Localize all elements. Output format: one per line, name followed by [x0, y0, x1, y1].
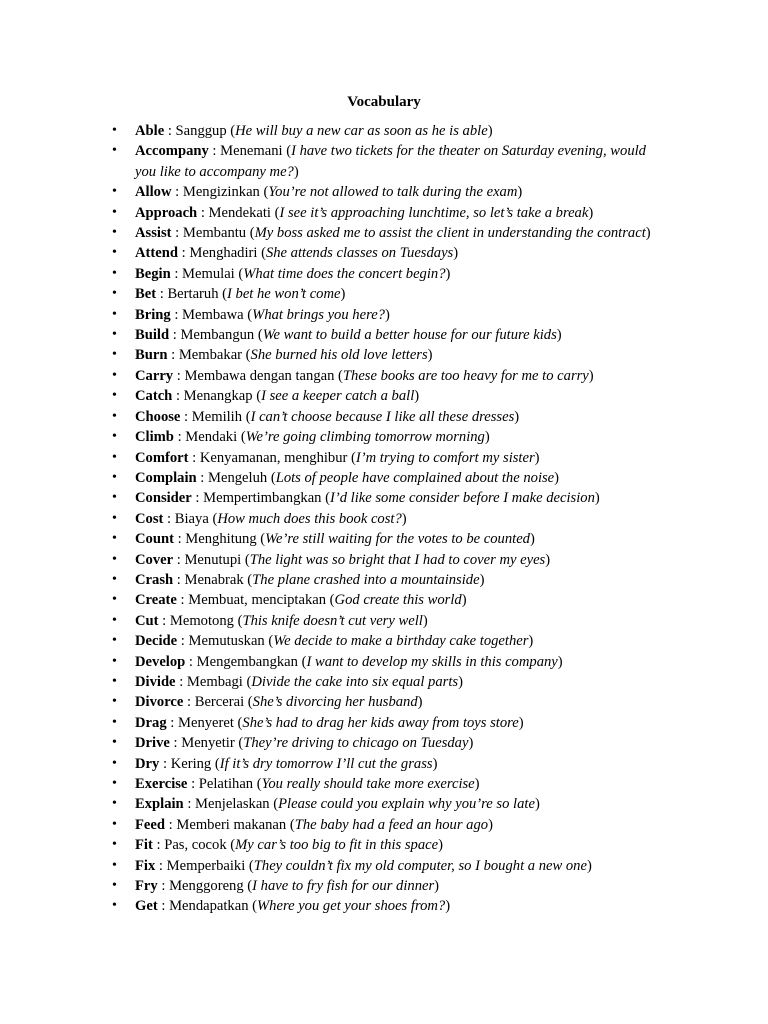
bullet-icon: • [112, 225, 117, 241]
vocab-entry: • Assist : Membantu (My boss asked me to assist the client in understanding the contract) [112, 223, 672, 243]
vocab-entry: • Dry : Kering (If it’s dry tomorrow I’ll cut the grass) [112, 754, 672, 774]
vocab-meaning: Menggoreng [169, 878, 244, 895]
vocab-term: Count [135, 531, 174, 548]
vocab-example: He will buy a new car as soon as he is able [235, 123, 488, 139]
vocab-entry: • Begin : Memulai (What time does the concert begin?) [112, 264, 672, 284]
vocab-meaning: Menutupi [184, 551, 242, 568]
vocab-example: I see it’s approaching lunchtime, so let’s take a break [279, 204, 589, 221]
bullet-icon: • [112, 612, 117, 628]
bullet-icon: • [112, 123, 117, 138]
vocab-term: Carry [135, 367, 174, 384]
vocab-entry: • Complain : Mengeluh (Lots of people have complained about the noise) [112, 468, 672, 488]
vocab-entry: • Feed : Memberi makanan (The baby had a feed an hour ago) [112, 815, 672, 835]
bullet-icon: • [112, 469, 117, 485]
vocab-meaning: Membawa dengan tangan [184, 367, 335, 384]
vocab-term: Develop [135, 653, 186, 670]
vocab-meaning: Menghadiri [189, 245, 258, 262]
vocab-meaning: Membawa [182, 306, 244, 323]
vocab-term: Attend [135, 245, 178, 262]
vocab-example: I’m trying to comfort my sister [355, 449, 535, 466]
vocab-meaning: Menyetir [181, 735, 235, 752]
vocab-entry: • Create : Membuat, menciptakan (God create this world) [112, 590, 672, 610]
vocab-example: The light was so bright that I had to cover my eyes [249, 551, 546, 568]
vocab-meaning: Mempertimbangkan [203, 490, 322, 507]
bullet-icon: • [112, 429, 117, 445]
vocab-entry: • Build : Membangun (We want to build a better house for our future kids) [112, 325, 672, 345]
vocab-example: We’re still waiting for the votes to be counted [265, 531, 530, 548]
bullet-icon: • [112, 245, 117, 261]
vocab-example: I bet he won’t come [227, 286, 341, 303]
bullet-icon: • [112, 776, 117, 791]
vocab-entry: • Drag : Menyeret (She’s had to drag her kids away from toys store) [112, 713, 672, 733]
vocab-example: They couldn’t fix my old computer, so I bought a new one [253, 857, 587, 874]
bullet-icon: • [112, 898, 117, 914]
bullet-icon: • [112, 878, 117, 894]
vocab-entry: • Able : Sanggup (He will buy a new car as soon as he is able) [112, 121, 672, 141]
vocab-entry: • Cover : Menutupi (The light was so bright that I had to cover my eyes) [112, 550, 672, 570]
vocab-entry: • Burn : Membakar (She burned his old love letters) [112, 345, 672, 365]
bullet-icon: • [112, 306, 117, 322]
vocab-example: This knife doesn’t cut very well [242, 612, 423, 629]
vocab-term: Assist [135, 225, 172, 242]
vocab-entry: • Get : Mendapatkan (Where you get your shoes from?) [112, 896, 672, 916]
vocab-meaning: Membuat, menciptakan [188, 592, 327, 609]
vocab-entry: • Allow : Mengizinkan (You’re not allowed to talk during the exam) [112, 182, 672, 202]
vocab-term: Build [135, 327, 170, 344]
vocab-term: Create [135, 592, 177, 609]
vocab-meaning: Bercerai [194, 694, 245, 711]
vocab-meaning: Mengizinkan [182, 184, 260, 201]
vocab-example: God create this world [334, 592, 462, 609]
vocab-meaning: Pelatihan [198, 776, 254, 792]
vocab-term: Cost [135, 510, 164, 527]
vocab-term: Divorce [135, 694, 184, 711]
vocab-entry: • Carry : Membawa dengan tangan (These books are too heavy for me to carry) [112, 366, 672, 386]
vocab-entry: • Develop : Mengembangkan (I want to develop my skills in this company) [112, 652, 672, 672]
vocab-term: Fix [135, 857, 156, 874]
vocab-meaning: Sanggup [175, 123, 227, 139]
vocab-example: We’re going climbing tomorrow morning [245, 429, 485, 446]
vocab-meaning: Memotong [169, 612, 234, 629]
bullet-icon: • [112, 531, 117, 547]
vocab-example: I can’t choose because I like all these dresses [250, 408, 515, 425]
vocab-term: Begin [135, 265, 171, 282]
bullet-icon: • [112, 347, 117, 363]
vocab-entry: • Exercise : Pelatihan (You really should take more exercise) [112, 774, 672, 794]
bullet-icon: • [112, 408, 117, 424]
bullet-icon: • [112, 265, 117, 281]
vocab-example: Please could you explain why you’re so late [278, 796, 535, 813]
vocab-term: Cut [135, 612, 159, 629]
bullet-icon: • [112, 327, 117, 343]
vocab-meaning: Membakar [178, 347, 243, 364]
vocab-example: Where you get your shoes from? [257, 898, 446, 915]
vocabulary-list [112, 121, 672, 917]
vocab-meaning: Memulai [182, 265, 235, 282]
vocab-entry: • Climb : Mendaki (We’re going climbing tomorrow morning) [112, 427, 672, 447]
vocab-entry: • Divide : Membagi (Divide the cake into six equal parts) [112, 672, 672, 692]
vocab-example: The plane crashed into a mountainside [252, 571, 480, 588]
vocab-term: Dry [135, 755, 160, 772]
vocab-entry: • Catch : Menangkap (I see a keeper catch a ball) [112, 386, 672, 406]
vocab-meaning: Memperbaiki [166, 857, 246, 874]
vocab-term: Get [135, 898, 158, 915]
bullet-icon: • [112, 510, 117, 526]
vocab-term: Fry [135, 878, 158, 895]
vocab-entry: • Fry : Menggoreng (I have to fry fish for our dinner) [112, 876, 672, 896]
bullet-icon: • [112, 367, 117, 383]
vocab-meaning: Memilih [191, 408, 243, 425]
vocab-example: She’s had to drag her kids away from toys store [242, 714, 519, 731]
vocab-meaning: Mendekati [208, 204, 271, 221]
bullet-icon: • [112, 714, 117, 730]
vocab-term: Complain [135, 469, 197, 486]
vocab-entry: • Decide : Memutuskan (We decide to make a birthday cake together) [112, 631, 672, 651]
vocab-example: Lots of people have complained about the noise [275, 469, 555, 486]
bullet-icon: • [112, 673, 117, 689]
bullet-icon: • [112, 816, 117, 832]
vocab-meaning: Pas, cocok [164, 837, 227, 854]
vocab-example: We decide to make a birthday cake together [273, 633, 529, 650]
vocab-term: Feed [135, 816, 165, 833]
vocab-term: Accompany [135, 143, 209, 160]
bullet-icon: • [112, 837, 117, 853]
bullet-icon: • [112, 796, 117, 812]
vocab-entry: • Bring : Membawa (What brings you here?) [112, 305, 672, 325]
vocab-example: I’d like some consider before I make decision [329, 490, 595, 507]
vocab-example: I see a keeper catch a ball [261, 388, 415, 405]
vocab-example: She burned his old love letters [250, 347, 428, 364]
vocab-term: Choose [135, 408, 181, 425]
vocab-term: Crash [135, 571, 174, 588]
vocab-term: Bet [135, 286, 157, 303]
vocab-entry: • Cost : Biaya (How much does this book cost?) [112, 509, 672, 529]
vocab-entry: • Comfort : Kenyamanan, menghibur (I’m trying to comfort my sister) [112, 448, 672, 468]
vocab-term: Drive [135, 735, 170, 752]
vocab-term: Comfort [135, 449, 189, 466]
bullet-icon: • [112, 735, 117, 751]
vocab-meaning: Memutuskan [188, 633, 265, 650]
page-title: Vocabulary [347, 94, 421, 110]
vocab-example: My car’s too big to fit in this space [235, 837, 439, 854]
vocab-meaning: Kering [170, 755, 212, 772]
vocab-term: Explain [135, 796, 184, 813]
vocab-meaning: Menjelaskan [195, 796, 270, 813]
vocab-entry: • Drive : Menyetir (They’re driving to chicago on Tuesday) [112, 733, 672, 753]
vocab-example: Divide the cake into six equal parts [251, 673, 459, 690]
vocab-example: You really should take more exercise [261, 776, 475, 792]
vocab-entry: • Count : Menghitung (We’re still waiting for the votes to be counted) [112, 529, 672, 549]
bullet-icon: • [112, 551, 117, 567]
vocab-term: Cover [135, 551, 174, 568]
vocab-meaning: Mendaki [185, 429, 238, 446]
vocab-entry: • Accompany : Menemani (I have two tickets for the theater on Saturday evening, would you like to accompany me?) [112, 143, 646, 180]
vocab-example: My boss asked me to assist the client in understanding the contract [254, 225, 646, 242]
vocab-entry: • Crash : Menabrak (The plane crashed into a mountainside) [112, 570, 672, 590]
vocab-term: Exercise [135, 776, 188, 792]
vocab-entry: • Cut : Memotong (This knife doesn’t cut very well) [112, 611, 672, 631]
vocab-meaning: Bertaruh [167, 286, 219, 303]
vocab-term: Climb [135, 429, 174, 446]
vocab-meaning: Menyeret [177, 714, 234, 731]
vocab-meaning: Membangun [180, 327, 255, 344]
vocab-meaning: Menemani [220, 143, 283, 160]
vocab-meaning: Membantu [182, 225, 247, 242]
vocab-example: I want to develop my skills in this company [306, 653, 558, 670]
vocab-example: I have to fry fish for our dinner [252, 878, 435, 895]
vocab-meaning: Menghitung [185, 531, 257, 548]
bullet-icon: • [112, 143, 117, 159]
vocab-entry: • Approach : Mendekati (I see it’s approaching lunchtime, so let’s take a break) [112, 203, 672, 223]
vocab-meaning: Biaya [174, 510, 209, 527]
vocab-term: Decide [135, 633, 178, 650]
vocab-entry: • Divorce : Bercerai (She’s divorcing her husband) [112, 692, 672, 712]
vocab-meaning: Membagi [186, 673, 243, 690]
vocab-entry: • Fit : Pas, cocok (My car’s too big to fit in this space) [112, 835, 672, 855]
vocab-meaning: Menangkap [183, 388, 253, 405]
vocab-example: If it’s dry tomorrow I’ll cut the grass [219, 755, 433, 772]
vocab-entry: • Choose : Memilih (I can’t choose because I like all these dresses) [112, 407, 672, 427]
vocab-term: Fit [135, 837, 153, 854]
bullet-icon: • [112, 857, 117, 873]
bullet-icon: • [112, 204, 117, 220]
vocab-example: How much does this book cost? [217, 510, 402, 527]
vocab-entry: • Bet : Bertaruh (I bet he won’t come) [112, 284, 672, 304]
vocab-term: Approach [135, 204, 198, 221]
bullet-icon: • [112, 633, 117, 649]
bullet-icon: • [112, 592, 117, 608]
vocab-term: Consider [135, 490, 192, 507]
vocab-meaning: Mengembangkan [196, 653, 298, 670]
vocab-term: Able [135, 123, 165, 139]
vocab-term: Drag [135, 714, 167, 731]
vocab-entry: • Attend : Menghadiri (She attends classes on Tuesdays) [112, 243, 672, 263]
vocab-example: We want to build a better house for our future kids [262, 327, 557, 344]
vocab-example: The baby had a feed an hour ago [294, 816, 489, 833]
vocab-entry: • Fix : Memperbaiki (They couldn’t fix my old computer, so I bought a new one) [112, 856, 672, 876]
vocab-example: You’re not allowed to talk during the exam [268, 184, 518, 201]
bullet-icon: • [112, 755, 117, 771]
vocab-example: They’re driving to chicago on Tuesday [243, 735, 469, 752]
bullet-icon: • [112, 571, 117, 587]
vocab-meaning: Menabrak [184, 571, 244, 588]
vocab-meaning: Mengeluh [208, 469, 268, 486]
bullet-icon: • [112, 694, 117, 710]
vocab-meaning: Kenyamanan, menghibur [199, 449, 348, 466]
bullet-icon: • [112, 449, 117, 465]
vocab-term: Allow [135, 184, 172, 201]
vocab-meaning: Memberi makanan [176, 816, 287, 833]
vocab-entry: • Consider : Mempertimbangkan (I’d like some consider before I make decision) [112, 488, 672, 508]
vocab-term: Burn [135, 347, 168, 364]
vocab-term: Divide [135, 673, 176, 690]
vocab-example: What brings you here? [252, 306, 385, 323]
vocab-entry: • Explain : Menjelaskan (Please could you explain why you’re so late) [112, 794, 672, 814]
bullet-icon: • [112, 286, 117, 302]
bullet-icon: • [112, 490, 117, 506]
vocab-term: Catch [135, 388, 173, 405]
bullet-icon: • [112, 184, 117, 200]
vocab-example: These books are too heavy for me to carry [342, 367, 589, 384]
vocab-meaning: Mendapatkan [169, 898, 249, 915]
vocab-example: She’s divorcing her husband [252, 694, 418, 711]
bullet-icon: • [112, 388, 117, 404]
vocab-example: What time does the concert begin? [243, 265, 446, 282]
vocab-example: I have two tickets for the theater on Saturday evening, would you like to accompany me? [135, 143, 646, 180]
vocab-term: Bring [135, 306, 171, 323]
bullet-icon: • [112, 653, 117, 669]
vocab-example: She attends classes on Tuesdays [265, 245, 454, 262]
